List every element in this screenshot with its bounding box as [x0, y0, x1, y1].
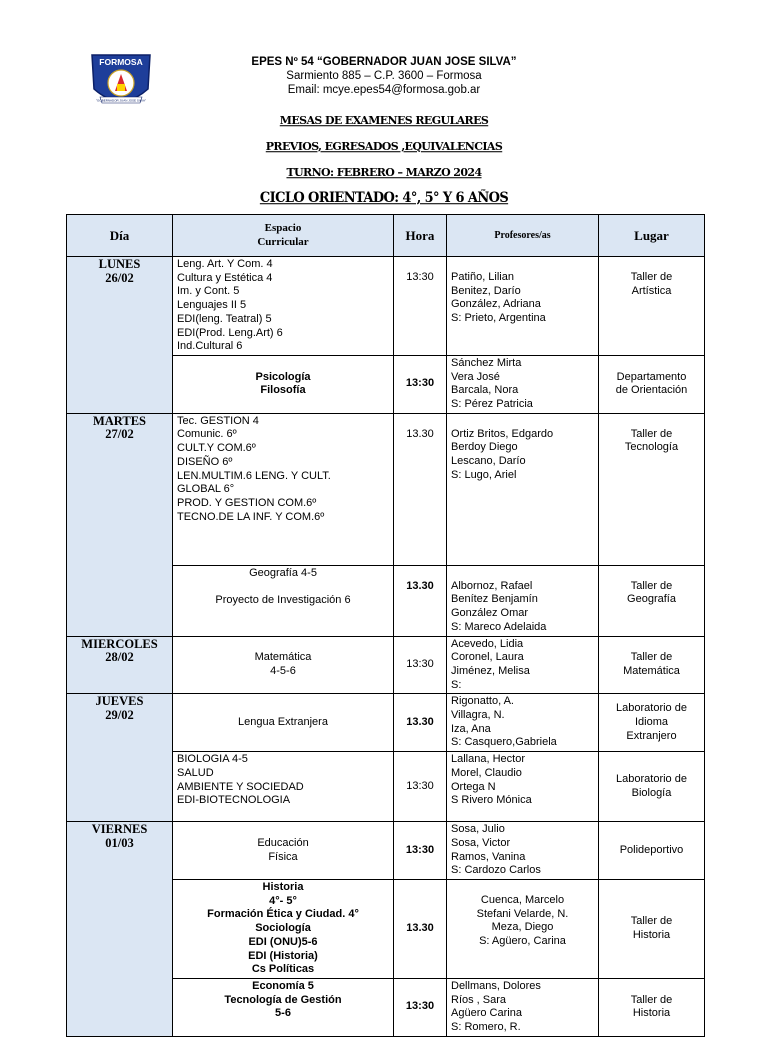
header-espacio-line: Espacio: [264, 221, 302, 234]
subject-line: Lengua Extranjera: [238, 715, 328, 728]
hora-cell: 13:30: [394, 752, 447, 822]
lugar-cell: [599, 355, 705, 413]
subject-line: Sociología: [255, 922, 311, 935]
school-email: Email: mcye.epes54@formosa.gob.ar: [287, 84, 481, 96]
professor-line: Berdoy Diego: [451, 441, 518, 454]
subject-line: EDI(leng. Teatral) 5: [177, 312, 272, 325]
subject-line: CULT.Y COM.6º: [177, 442, 256, 455]
lugar-cell: [599, 565, 705, 636]
hora-cell: 13.30: [394, 694, 447, 752]
subject-line: BIOLOGIA 4-5: [177, 753, 248, 766]
professor-line: S: Romero, R.: [451, 1021, 521, 1034]
title-mesas: MESAS DE EXAMENES REGULARES: [279, 113, 489, 128]
subject-line: Psicología: [255, 370, 311, 383]
logo-motto: "GOBERNADOR JUAN JOSE SILVA": [95, 98, 147, 103]
day-date: 26/02: [105, 270, 134, 285]
subject-line: 4-5-6: [270, 664, 296, 677]
professor-line: Vera José: [451, 370, 500, 383]
day-date: 01/03: [105, 835, 134, 850]
subject-line: EDI-BIOTECNOLOGIA: [177, 794, 291, 807]
subject-cell: [173, 752, 394, 822]
table-row: [67, 257, 705, 356]
lugar-cell: [599, 257, 705, 356]
lugar-cell: [599, 978, 705, 1036]
hora-cell: 13:30: [394, 257, 447, 356]
table-row: [67, 694, 705, 752]
subject-line: 5-6: [275, 1007, 291, 1020]
professor-line: Ríos , Sara: [451, 993, 507, 1006]
subject-line: EDI(Prod. Leng.Art) 6: [177, 326, 283, 339]
lugar-line: Geografía: [627, 593, 676, 606]
subject-line: [177, 580, 389, 594]
subject-line: LEN.MULTIM.6 LENG. Y CULT.: [177, 469, 331, 482]
subject-line: Leng. Art. Y Com. 4: [177, 258, 273, 270]
table-row: [67, 636, 705, 694]
professor-line: Ramos, Vanina: [451, 850, 526, 863]
hora-cell: 13:30: [394, 355, 447, 413]
subject-line: EDI (Historia): [248, 949, 318, 962]
lugar-line: Taller de: [630, 651, 673, 664]
day-name: VIERNES: [91, 822, 148, 837]
lugar-line: Taller de: [630, 915, 673, 928]
title-previos: PREVIOS, EGRESADOS ,EQUIVALENCIAS: [265, 139, 503, 154]
day-cell: [67, 413, 173, 636]
lugar-line: Matemática: [623, 664, 680, 677]
day-date: 28/02: [105, 650, 134, 665]
subject-cell: [173, 978, 394, 1036]
day-cell: [67, 822, 173, 1037]
subject-line: Historia: [262, 880, 304, 893]
professor-line: Benitez, Darío: [451, 284, 521, 297]
professors-cell: [447, 565, 599, 636]
professor-line: Benítez Benjamín: [451, 593, 538, 606]
header-lugar: Lugar: [599, 215, 705, 257]
subject-line: TECNO.DE LA INF. Y COM.6º: [177, 510, 325, 523]
professor-line: S: Agüero, Carina: [479, 935, 566, 948]
header-dia: Día: [67, 215, 173, 257]
hora-cell: 13:30: [394, 978, 447, 1036]
lugar-line: Idioma: [634, 715, 669, 728]
professor-line: Patiño, Lilian: [451, 271, 514, 283]
lugar-line: Extranjero: [626, 729, 677, 742]
professors-cell: [447, 636, 599, 694]
professor-line: S: Pérez Patricia: [451, 398, 533, 411]
professor-line: Rigonatto, A.: [451, 695, 514, 708]
header-espacio: [173, 215, 394, 257]
day-date: 29/02: [105, 708, 134, 723]
professors-cell: [447, 355, 599, 413]
day-date: 27/02: [105, 427, 134, 442]
day-name: JUEVES: [95, 694, 144, 709]
lugar-cell: [599, 413, 705, 565]
subject-line: Física: [268, 850, 298, 863]
day-cell: [67, 636, 173, 694]
professor-line: Dellmans, Dolores: [451, 979, 541, 992]
subject-line: Filosofía: [260, 384, 306, 397]
professor-line: Acevedo, Lidia: [451, 637, 524, 650]
subject-line: Matemática: [254, 651, 312, 664]
subject-line: 4°- 5°: [269, 894, 297, 907]
table-row: [67, 822, 705, 880]
title-turno: TURNO: FEBRERO – MARZO 2024: [286, 165, 482, 180]
lugar-cell: [599, 636, 705, 694]
hora-cell: 13.30: [394, 413, 447, 565]
lugar-cell: [599, 879, 705, 978]
hora-cell: 13.30: [394, 565, 447, 636]
subject-cell: [173, 822, 394, 880]
professor-line: S: Mareco Adelaida: [451, 620, 547, 633]
subject-cell: [173, 694, 394, 752]
lugar-line: Historia: [632, 1007, 671, 1020]
day-cell: [67, 257, 173, 414]
lugar-line: Departamento: [616, 370, 687, 383]
school-address: Sarmiento 885 – C.P. 3600 – Formosa: [286, 70, 482, 82]
subject-line: PROD. Y GESTION COM.6º: [177, 496, 317, 509]
subject-line: AMBIENTE Y SOCIEDAD: [177, 780, 304, 793]
professor-line: S: Cardozo Carlos: [451, 864, 541, 877]
header-espacio-line: Curricular: [257, 235, 309, 248]
lugar-line: Artística: [631, 284, 672, 297]
header-hora: Hora: [394, 215, 447, 257]
subject-line: Tecnología de Gestión: [224, 993, 342, 1006]
professor-line: S: Prieto, Argentina: [451, 312, 546, 325]
professor-line: Morel, Claudio: [451, 766, 522, 779]
hora-cell: 13.30: [394, 879, 447, 978]
lugar-line: Taller de: [630, 579, 673, 592]
subject-line: Im. y Cont. 5: [177, 285, 240, 298]
exam-schedule-table: [66, 214, 705, 1037]
professors-cell: [447, 879, 599, 978]
subject-line: SALUD: [177, 766, 214, 779]
professor-line: González Omar: [451, 607, 529, 620]
subject-line: Educación: [257, 836, 309, 849]
lugar-line: Taller de: [630, 271, 673, 283]
subject-line: Comunic. 6º: [177, 428, 237, 441]
professor-line: Lescano, Darío: [451, 455, 526, 468]
day-name: MARTES: [92, 413, 147, 428]
professor-line: Barcala, Nora: [451, 384, 519, 397]
professor-line: S Rivero Mónica: [451, 794, 532, 807]
lugar-cell: [599, 822, 705, 880]
school-name: EPES Nº 54 “GOBERNADOR JUAN JOSE SILVA”: [251, 56, 517, 68]
lugar-cell: [599, 694, 705, 752]
professors-cell: [447, 822, 599, 880]
professor-line: Jiménez, Melisa: [451, 664, 530, 677]
subject-line: Economía 5: [252, 979, 314, 992]
subject-cell: [173, 565, 394, 636]
professors-cell: [447, 752, 599, 822]
table-row: [67, 413, 705, 565]
professor-line: Sosa, Julio: [451, 823, 505, 836]
subject-line: Tec. GESTION 4: [177, 414, 259, 427]
subject-cell: [173, 413, 394, 565]
school-header: [0, 55, 768, 97]
professor-line: Agüero Carina: [451, 1007, 522, 1020]
professor-line: Ortiz Britos, Edgardo: [451, 427, 554, 440]
professor-line: S: Lugo, Ariel: [451, 468, 517, 481]
professor-line: S:: [451, 678, 462, 691]
subject-line: Proyecto de Investigación 6: [215, 594, 351, 607]
professors-cell: [447, 257, 599, 356]
lugar-line: Historia: [632, 928, 671, 941]
professor-line: González, Adriana: [451, 298, 541, 311]
professor-line: Albornoz, Rafael: [451, 579, 533, 592]
logo-text: FORMOSA: [99, 57, 143, 67]
professor-line: Meza, Diego: [491, 921, 554, 934]
lugar-line: Biología: [631, 786, 672, 799]
lugar-line: Laboratorio de: [616, 772, 687, 785]
professors-cell: [447, 413, 599, 565]
subject-line: Cultura y Estética 4: [177, 271, 273, 284]
lugar-line: Laboratorio de: [616, 702, 687, 715]
subject-line: Geografía 4-5: [249, 566, 317, 579]
professor-line: Coronel, Laura: [451, 651, 524, 664]
lugar-cell: [599, 752, 705, 822]
lugar-line: de Orientación: [615, 384, 688, 397]
hora-cell: 13:30: [394, 822, 447, 880]
subject-line: EDI (ONU)5-6: [248, 935, 318, 948]
professor-line: Iza, Ana: [451, 722, 491, 735]
title-ciclo: CICLO ORIENTADO: 4°, 5° Y 6 AÑOS: [259, 190, 509, 207]
header-profesores: Profesores/as: [447, 215, 599, 257]
subject-cell: [173, 879, 394, 978]
subject-cell: [173, 257, 394, 356]
lugar-line: Tecnología: [624, 441, 679, 454]
subject-line: Lenguajes II 5: [177, 299, 247, 312]
subject-line: Ind.Cultural 6: [177, 340, 243, 353]
lugar-line: Taller de: [630, 993, 673, 1006]
lugar-line: Taller de: [630, 427, 673, 440]
professor-line: Ortega N: [451, 780, 496, 793]
subject-line: GLOBAL 6°: [177, 483, 235, 496]
subject-cell: [173, 355, 394, 413]
subject-line: Formación Ética y Ciudad. 4°: [207, 908, 359, 921]
document-titles: [0, 108, 768, 212]
subject-cell: [173, 636, 394, 694]
professors-cell: [447, 978, 599, 1036]
lugar-line: Polideportivo: [619, 843, 684, 856]
professor-line: Cuenca, Marcelo: [480, 893, 565, 906]
professor-line: Stefani Velarde, N.: [476, 907, 569, 920]
subject-line: Cs Políticas: [251, 963, 315, 976]
professor-line: S: Casquero,Gabriela: [451, 736, 557, 749]
day-name: MIERCOLES: [81, 636, 158, 651]
day-name: LUNES: [98, 257, 141, 271]
professor-line: Lallana, Hector: [451, 753, 525, 766]
table-header-row: [67, 215, 705, 257]
subject-line: DISEÑO 6º: [177, 455, 233, 468]
day-cell: [67, 694, 173, 822]
professors-cell: [447, 694, 599, 752]
professor-line: Villagra, N.: [451, 709, 505, 722]
professor-line: Sosa, Victor: [451, 836, 511, 849]
table-body: [67, 257, 705, 1037]
hora-cell: 13:30: [394, 636, 447, 694]
professor-line: Sánchez Mirta: [451, 356, 522, 369]
